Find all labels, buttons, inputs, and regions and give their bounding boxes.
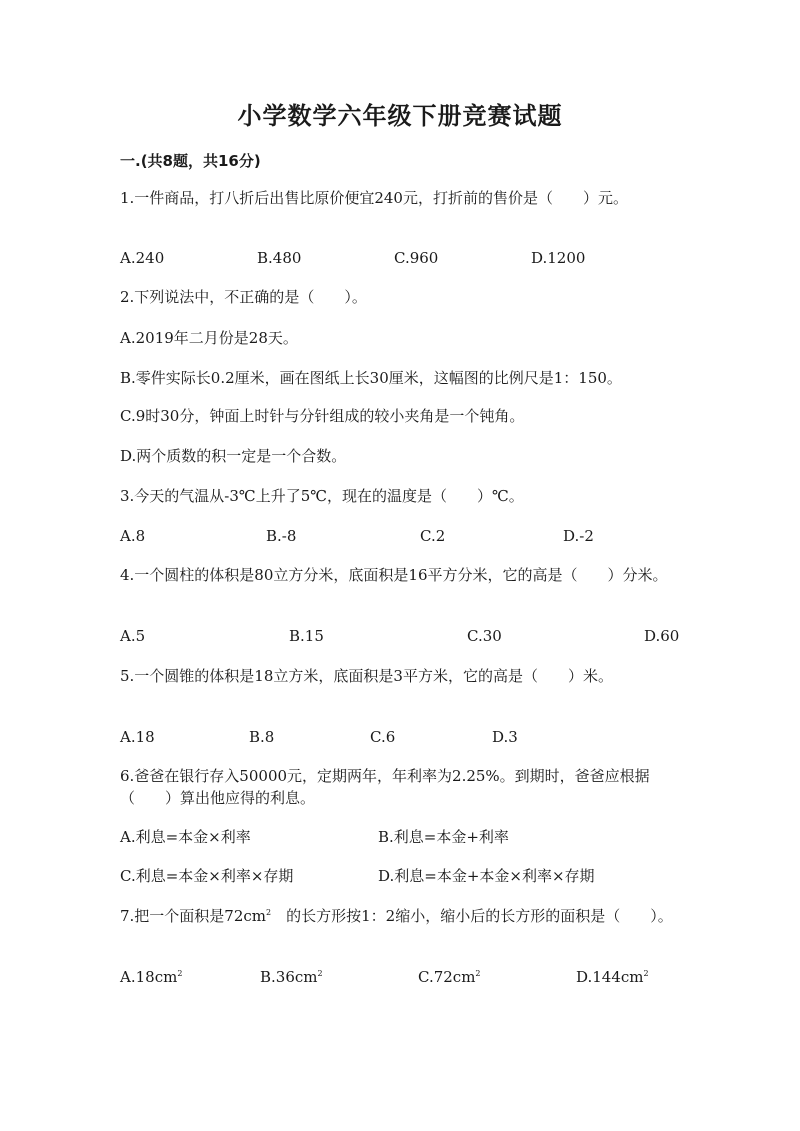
question-2-stem: 2.下列说法中，不正确的是（ ）。 — [120, 288, 367, 306]
question-6-stem: 6.爸爸在银行存入50000元，定期两年，年利率为2.25%。到期时，爸爸应根据（ ）算出他应得的利息。 — [120, 767, 650, 807]
section-heading: 一.(共8题，共16分) — [120, 152, 261, 170]
question-3-option-b: B.-8 — [266, 527, 297, 545]
question-7-option-d-text: D.144cm — [576, 968, 644, 986]
question-1-option-a: A.240 — [120, 249, 165, 267]
page-title: 小学数学六年级下册竞赛试题 — [237, 102, 563, 130]
superscript-2: 2 — [177, 969, 183, 978]
question-5-option-c: C.6 — [370, 728, 396, 746]
question-7-stem — [120, 905, 680, 927]
question-3-option-c: C.2 — [420, 527, 446, 545]
question-7-option-a-text: A.18cm — [120, 968, 178, 986]
question-6-option-d: D.利息=本金+本金×利率×存期 — [378, 867, 595, 885]
question-3-option-d: D.-2 — [563, 527, 594, 545]
question-2-option-b: B.零件实际长0.2厘米，画在图纸上长30厘米，这幅图的比例尺是1：150。 — [120, 369, 622, 387]
question-1-option-c: C.960 — [394, 249, 439, 267]
question-6-option-c: C.利息=本金×利率×存期 — [120, 867, 294, 885]
question-6-option-a: A.利息=本金×利率 — [120, 828, 251, 846]
question-5-option-b: B.8 — [249, 728, 275, 746]
question-4-option-c: C.30 — [467, 627, 502, 645]
question-4-option-a: A.5 — [120, 627, 146, 645]
question-7-stem-part-1: 7.把一个面积是72cm — [120, 907, 267, 925]
question-6-option-b: B.利息=本金+利率 — [378, 828, 509, 846]
superscript-2: 2 — [317, 969, 323, 978]
question-5-option-d: D.3 — [492, 728, 518, 746]
question-7-option-a — [120, 966, 182, 988]
question-4-stem: 4.一个圆柱的体积是80立方分米，底面积是16平方分米，它的高是（ ）分米。 — [120, 566, 668, 584]
question-1-option-d: D.1200 — [531, 249, 586, 267]
question-4-option-b: B.15 — [289, 627, 324, 645]
question-7-option-c-text: C.72cm — [418, 968, 476, 986]
question-2-option-a: A.2019年二月份是28天。 — [120, 329, 298, 347]
superscript-2: 2 — [266, 908, 272, 917]
superscript-2: 2 — [643, 969, 649, 978]
question-3-stem: 3.今天的气温从-3℃上升了5℃，现在的温度是（ ）℃。 — [120, 487, 524, 505]
question-7-option-d — [576, 966, 649, 988]
question-2-option-c: C.9时30分，钟面上时针与分针组成的较小夹角是一个钝角。 — [120, 407, 525, 425]
question-2-option-d: D.两个质数的积一定是一个合数。 — [120, 447, 347, 465]
question-5-stem: 5.一个圆锥的体积是18立方米，底面积是3平方米，它的高是（ ）米。 — [120, 667, 613, 685]
question-1-stem: 1.一件商品，打八折后出售比原价便宜240元，打折前的售价是（ ）元。 — [120, 189, 628, 207]
question-7-option-c — [418, 966, 481, 988]
question-7-option-b-text: B.36cm — [260, 968, 318, 986]
question-1-option-b: B.480 — [257, 249, 302, 267]
question-3-option-a: A.8 — [120, 527, 146, 545]
question-5-option-a: A.18 — [120, 728, 155, 746]
superscript-2: 2 — [475, 969, 481, 978]
question-7-stem-part-2: 的长方形按1：2缩小，缩小后的长方形的面积是（ ）。 — [286, 907, 673, 925]
question-7-option-b — [260, 966, 323, 988]
question-4-option-d: D.60 — [644, 627, 680, 645]
